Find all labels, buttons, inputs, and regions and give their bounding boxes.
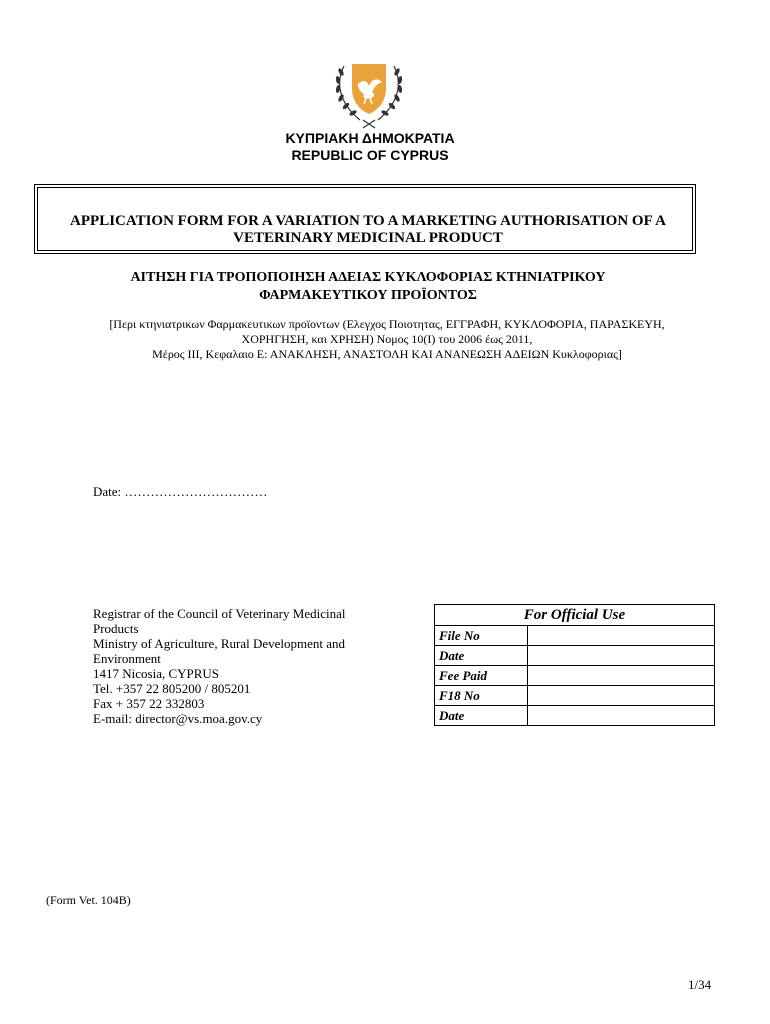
table-row — [435, 646, 715, 666]
registrar-address — [93, 606, 393, 726]
date-field-official[interactable] — [528, 646, 715, 666]
file-no-field[interactable] — [528, 626, 715, 646]
legal-reference — [37, 317, 737, 362]
table-row — [435, 666, 715, 686]
title-english-line-1: APPLICATION FORM FOR A VARIATION TO A MARKETING AUTHORISATION OF A — [70, 213, 666, 229]
table-row — [435, 686, 715, 706]
address-line: Environment — [93, 651, 161, 666]
fee-paid-label: Fee Paid — [435, 666, 528, 686]
email-address: E-mail: director@vs.moa.gov.cy — [93, 711, 263, 726]
date-label-2: Date — [435, 706, 528, 726]
address-line: Ministry of Agriculture, Rural Development and — [93, 636, 346, 651]
title-english — [37, 213, 699, 247]
page-number: 1/34 — [688, 977, 712, 992]
official-use-table — [434, 604, 715, 726]
title-greek — [37, 269, 699, 305]
legal-reference-line-2: ΧΟΡΗΓΗΣΗ, και ΧΡΗΣΗ) Νομος 10(Ι) του 2006 έως 2011, — [241, 332, 533, 346]
f18-no-field[interactable] — [528, 686, 715, 706]
date-label: Date — [435, 646, 528, 666]
form-reference: (Form Vet. 104B) — [46, 893, 131, 907]
address-line: Products — [93, 621, 139, 636]
fee-paid-field[interactable] — [528, 666, 715, 686]
file-no-label: File No — [435, 626, 528, 646]
official-use-heading: For Official Use — [435, 605, 715, 626]
country-name-greek: ΚΥΠΡΙΑΚΗ ΔΗΜΟΚΡΑΤΙΑ — [285, 130, 455, 146]
table-row — [435, 706, 715, 726]
f18-no-label: F18 No — [435, 686, 528, 706]
legal-reference-line-3: Μέρος ΙΙΙ, Κεφαλαιο Ε: ΑΝΑΚΛΗΣΗ, ΑΝΑΣΤΟΛΗ ΚΑΙ ΑΝΑΝΕΩΣΗ ΑΔΕΙΩΝ Κυκλοφοριας] — [152, 347, 622, 361]
title-greek-line-2: ΦΑΡΜΑΚΕΥΤΙΚΟΥ ΠΡΟΪΟΝΤΟΣ — [259, 288, 477, 303]
legal-reference-line-1: [Περι κτηνιατρικων Φαρμακευτικων προϊοντων (Ελεγχος Ποιοτητας, ΕΓΓΡΑΦΗ, ΚΥΚΛΟΦΟΡΙΑ, ΠΑΡΑΣΚΕΥΗ, — [109, 317, 665, 331]
address-line: Fax + 357 22 332803 — [93, 696, 205, 711]
address-line: Registrar of the Council of Veterinary Medicinal — [93, 606, 346, 621]
title-english-line-2: VETERINARY MEDICINAL PRODUCT — [233, 230, 503, 246]
date-field[interactable]: Date: …………………………… — [93, 484, 268, 499]
cyprus-coat-of-arms-icon — [330, 58, 408, 134]
table-row — [435, 626, 715, 646]
date-field-official-2[interactable] — [528, 706, 715, 726]
country-name-english: REPUBLIC OF CYPRUS — [291, 147, 449, 163]
address-line: 1417 Nicosia, CYPRUS — [93, 666, 220, 681]
title-greek-line-1: ΑΙΤΗΣΗ ΓΙΑ ΤΡΟΠΟΠΟΙΗΣΗ ΑΔΕΙΑΣ ΚΥΚΛΟΦΟΡΙΑΣ ΚΤΗΝΙΑΤΡΙΚΟΥ — [130, 270, 606, 285]
address-line: Tel. +357 22 805200 / 805201 — [93, 681, 251, 696]
